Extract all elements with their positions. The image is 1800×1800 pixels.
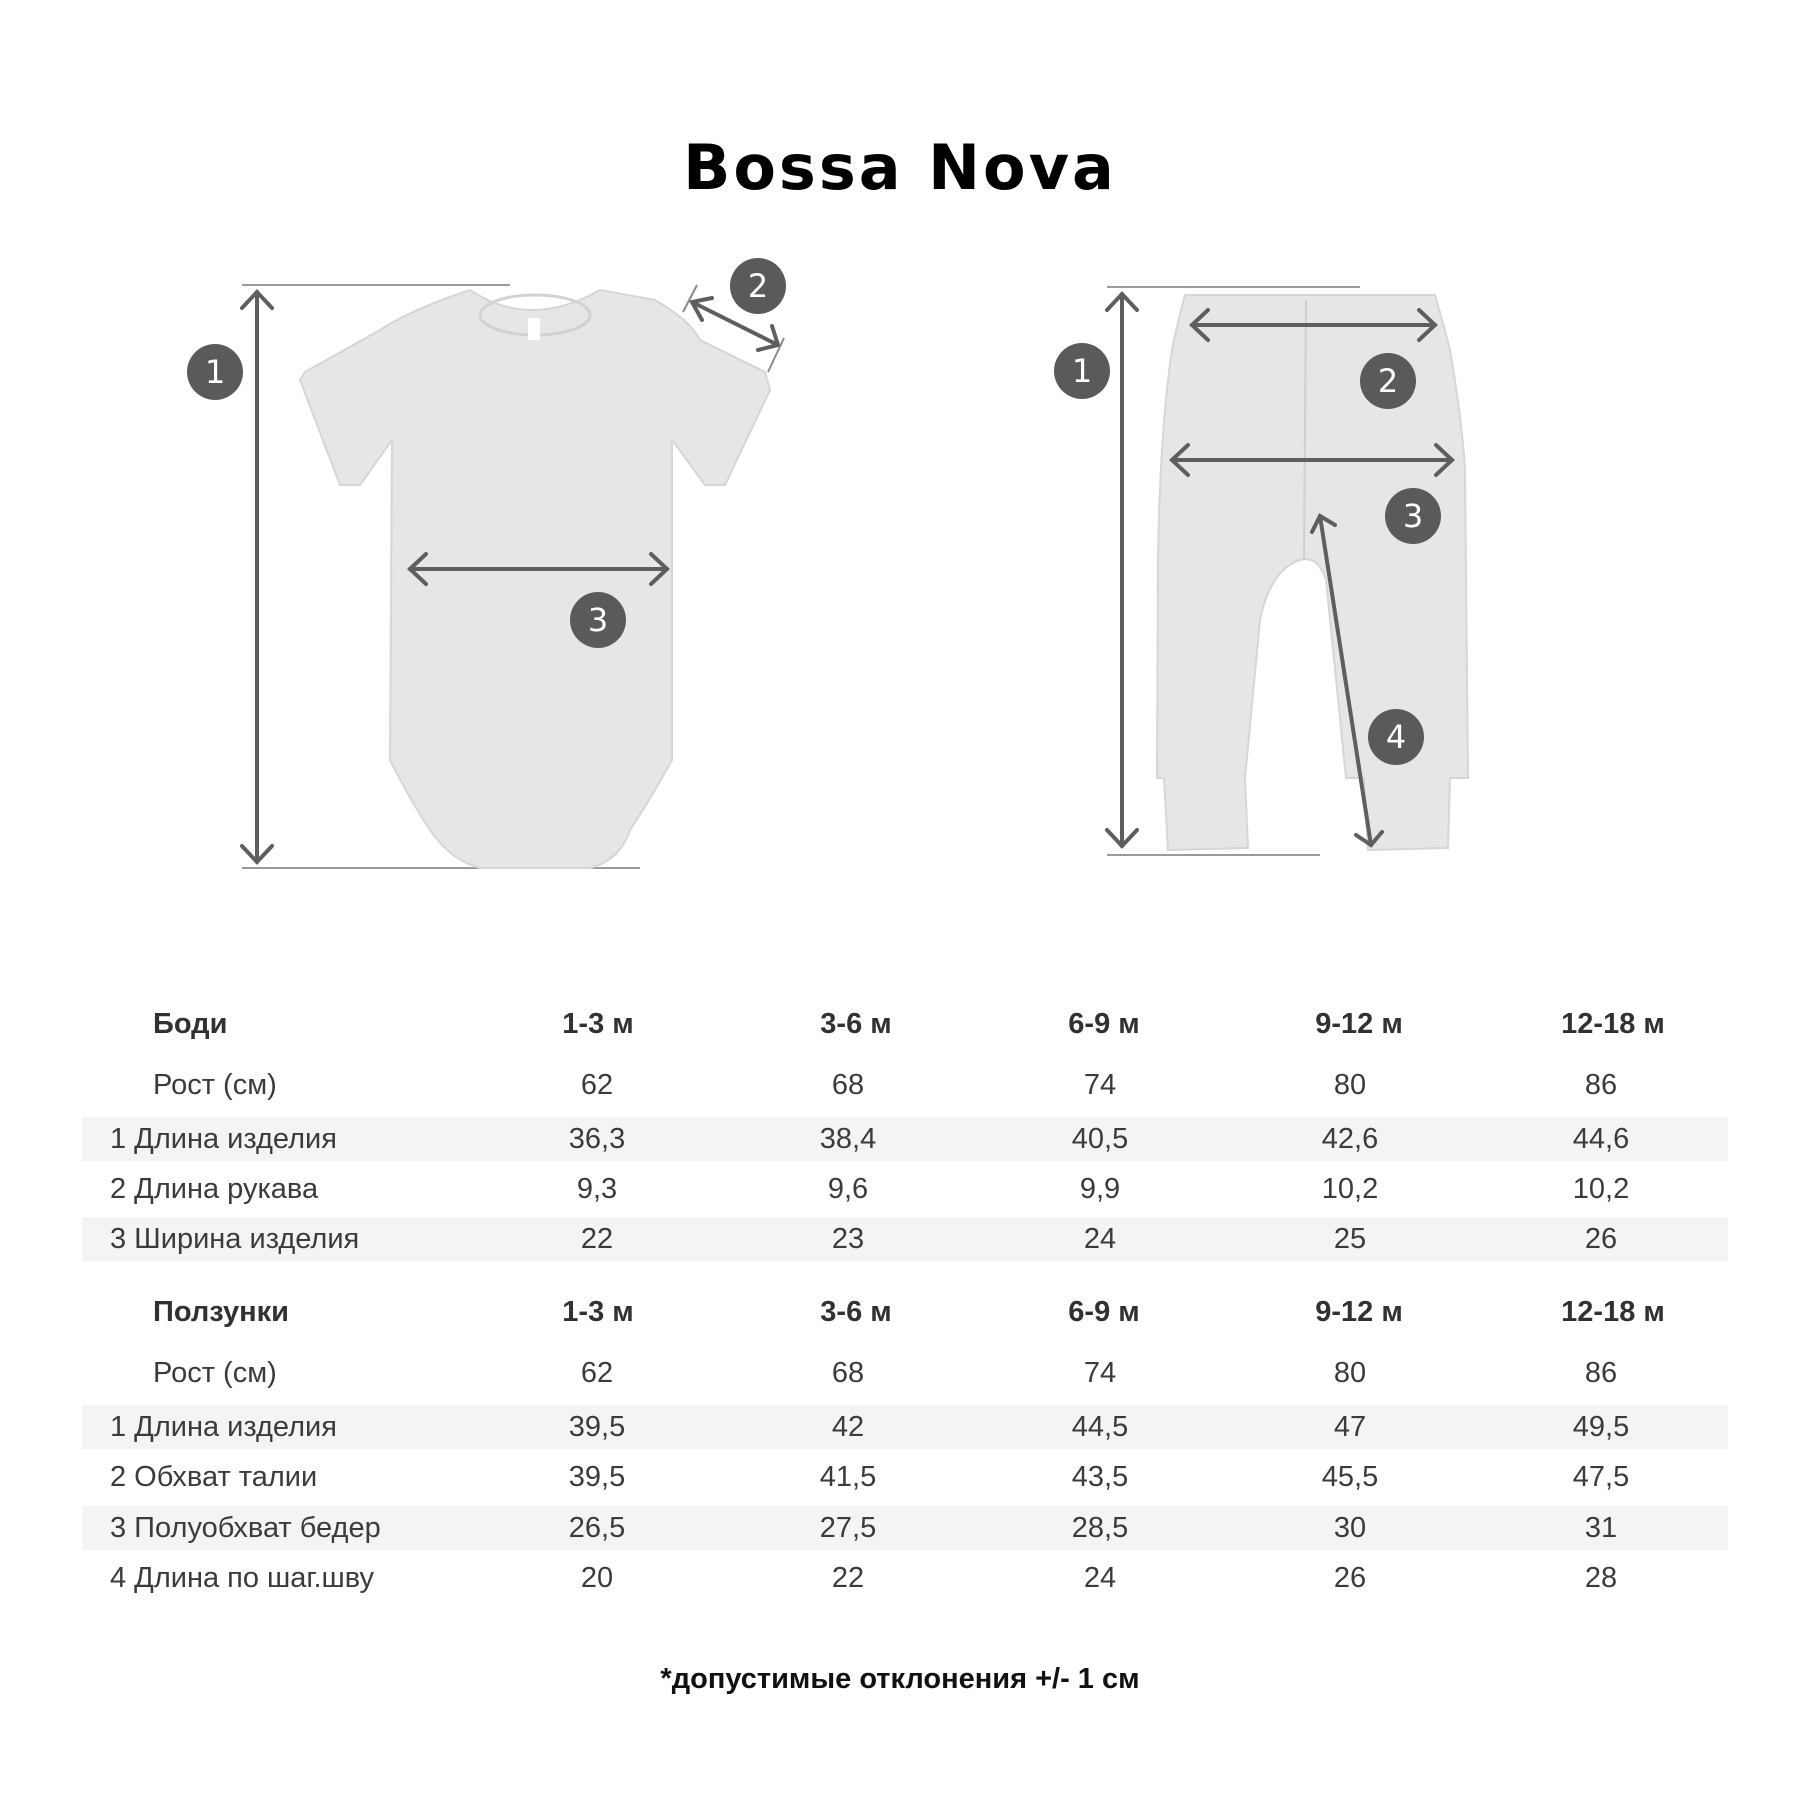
- svg-text:2: 2: [1377, 362, 1399, 400]
- row-label: 4 Длина по шаг.шву: [110, 1562, 375, 1594]
- table-row: [82, 1167, 1728, 1211]
- size-header: 3-6 м: [820, 1008, 892, 1040]
- table-cell: 26,5: [568, 1512, 626, 1544]
- table-cell: 80: [1333, 1069, 1367, 1101]
- table-cell: 9,6: [827, 1173, 869, 1205]
- table-cell: 38,4: [819, 1123, 877, 1155]
- svg-text:3: 3: [1402, 497, 1424, 535]
- table-cell: 49,5: [1572, 1411, 1630, 1443]
- bodysuit-header-row: [82, 1002, 1728, 1046]
- table-row: [82, 1405, 1728, 1449]
- table-cell: 74: [1083, 1069, 1117, 1101]
- table-row: [82, 1506, 1728, 1550]
- table-cell: 26: [1333, 1562, 1367, 1594]
- table-cell: 45,5: [1321, 1461, 1379, 1493]
- table-cell: 43,5: [1071, 1461, 1129, 1493]
- table-cell: 25: [1333, 1223, 1367, 1255]
- table-cell: 47,5: [1572, 1461, 1630, 1493]
- table-cell: 42,6: [1321, 1123, 1379, 1155]
- table-cell: 9,9: [1079, 1173, 1121, 1205]
- table-cell: 10,2: [1321, 1173, 1379, 1205]
- table-row: [82, 1117, 1728, 1161]
- table-cell: 44,6: [1572, 1123, 1630, 1155]
- table-cell: 20: [580, 1562, 614, 1594]
- table-row: [82, 1556, 1728, 1600]
- row-label: 3 Ширина изделия: [110, 1223, 360, 1255]
- tolerance-footnote: *допустимые отклонения +/- 1 см: [660, 1663, 1140, 1695]
- table-cell: 39,5: [568, 1411, 626, 1443]
- svg-text:4: 4: [1385, 718, 1407, 756]
- table-cell: 9,3: [576, 1173, 618, 1205]
- svg-text:2: 2: [747, 267, 769, 305]
- size-header: 9-12 м: [1315, 1296, 1403, 1328]
- table-cell: 86: [1584, 1069, 1618, 1101]
- table-cell: 23: [831, 1223, 865, 1255]
- row-label: 1 Длина изделия: [110, 1123, 337, 1155]
- table-cell: 62: [580, 1069, 614, 1101]
- svg-text:1: 1: [1071, 352, 1093, 390]
- table-cell: 28,5: [1071, 1512, 1129, 1544]
- size-header: 12-18 м: [1561, 1008, 1665, 1040]
- row-label: 2 Длина рукава: [110, 1173, 319, 1205]
- table-cell: 40,5: [1071, 1123, 1129, 1155]
- table-cell: 22: [831, 1562, 865, 1594]
- table-cell: 74: [1083, 1357, 1117, 1389]
- table-cell: 44,5: [1071, 1411, 1129, 1443]
- brand-title: Bossa Nova: [683, 131, 1117, 204]
- size-header: 12-18 м: [1561, 1296, 1665, 1328]
- height-row: [82, 1063, 1728, 1107]
- table-cell: 31: [1584, 1512, 1618, 1544]
- table-cell: 68: [831, 1357, 865, 1389]
- table-cell: 24: [1083, 1562, 1117, 1594]
- table-cell: 28: [1584, 1562, 1618, 1594]
- svg-text:1: 1: [204, 353, 226, 391]
- size-header: 1-3 м: [562, 1296, 634, 1328]
- row-label: 3 Полуобхват бедер: [110, 1512, 381, 1544]
- table-cell: 80: [1333, 1357, 1367, 1389]
- product-name: Ползунки: [153, 1296, 289, 1328]
- size-header: 1-3 м: [562, 1008, 634, 1040]
- row-label: 1 Длина изделия: [110, 1411, 337, 1443]
- table-row: [82, 1217, 1728, 1261]
- row-label: Рост (см): [153, 1357, 277, 1389]
- table-cell: 39,5: [568, 1461, 626, 1493]
- table-cell: 47: [1333, 1411, 1367, 1443]
- svg-text:3: 3: [587, 601, 609, 639]
- table-cell: 24: [1083, 1223, 1117, 1255]
- pants-header-row: [82, 1290, 1728, 1334]
- size-header: 6-9 м: [1068, 1008, 1140, 1040]
- height-row: [82, 1351, 1728, 1395]
- table-cell: 27,5: [819, 1512, 877, 1544]
- table-cell: 62: [580, 1357, 614, 1389]
- table-cell: 10,2: [1572, 1173, 1630, 1205]
- table-cell: 42: [831, 1411, 865, 1443]
- table-cell: 22: [580, 1223, 614, 1255]
- product-name: Боди: [153, 1008, 228, 1040]
- table-cell: 86: [1584, 1357, 1618, 1389]
- row-label: Рост (см): [153, 1069, 277, 1101]
- size-header: 6-9 м: [1068, 1296, 1140, 1328]
- table-cell: 68: [831, 1069, 865, 1101]
- table-row: [82, 1455, 1728, 1499]
- table-cell: 30: [1333, 1512, 1367, 1544]
- table-cell: 36,3: [568, 1123, 626, 1155]
- row-label: 2 Обхват талии: [110, 1461, 318, 1493]
- size-header: 3-6 м: [820, 1296, 892, 1328]
- size-header: 9-12 м: [1315, 1008, 1403, 1040]
- table-cell: 41,5: [819, 1461, 877, 1493]
- table-cell: 26: [1584, 1223, 1618, 1255]
